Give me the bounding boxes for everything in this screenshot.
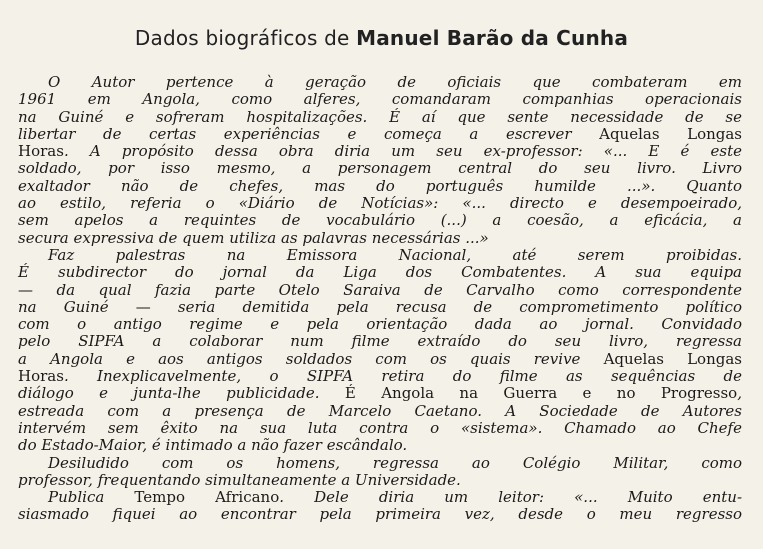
text-line bbox=[18, 455, 742, 472]
text-segment: do Estado-Maior, é intimado a não fazer escândalo. bbox=[18, 436, 408, 455]
text-line bbox=[18, 437, 742, 454]
text-segment: Publica bbox=[18, 488, 135, 507]
text-segment: estreada com a presença de Marcelo Caetano. A Sociedade de Autores bbox=[18, 401, 742, 420]
text-line bbox=[18, 489, 742, 506]
text-line bbox=[18, 368, 742, 385]
text-line bbox=[18, 472, 742, 489]
text-line bbox=[18, 316, 742, 333]
text-line bbox=[18, 420, 742, 437]
title-prefix: Dados biográficos de bbox=[134, 26, 357, 50]
text-segment: . Inexplicavelmente, o SIPFA retira do filme as sequências de bbox=[63, 367, 742, 386]
text-segment: 1961 em Angola, como alferes, comandaram companhias operacionais bbox=[18, 90, 742, 109]
text-segment: secura expressiva de quem utiliza as palavras necessárias ...» bbox=[18, 228, 489, 247]
page-title bbox=[0, 26, 763, 50]
text-segment: ao estilo, referia o «Diário de Notícias»: «... directo e desempoeirado, bbox=[18, 194, 742, 213]
text-segment: É subdirector do jornal da Liga dos Combatentes. A sua equipa bbox=[18, 263, 742, 282]
text-line bbox=[18, 351, 742, 368]
text-segment: Desiludido com os homens, regressa ao Colégio Militar, como bbox=[18, 453, 742, 472]
text-line bbox=[18, 143, 742, 160]
text-line bbox=[18, 212, 742, 229]
text-line bbox=[18, 264, 742, 281]
text-segment: siasmado fiquei ao encontrar pela primeira vez, desde o meu regresso bbox=[18, 505, 742, 524]
text-line bbox=[18, 91, 742, 108]
text-line bbox=[18, 178, 742, 195]
text-segment: professor, frequentando simultaneamente a Universidade. bbox=[18, 470, 461, 489]
text-segment: intervém sem êxito na sua luta contra o «sistema». Chamado ao Chefe bbox=[18, 418, 742, 437]
text-line bbox=[18, 247, 742, 264]
text-line bbox=[18, 403, 742, 420]
text-segment: . A propósito dessa obra diria um seu ex-professor: «... E é este bbox=[63, 142, 742, 161]
text-line bbox=[18, 506, 742, 523]
text-segment: na Guiné — seria demitida pela recusa de comprometimento político bbox=[18, 297, 742, 316]
text-segment: pelo SIPFA a colaborar num filme extraído do seu livro, regressa bbox=[18, 332, 742, 351]
text-segment: — da qual fazia parte Otelo Saraiva de Carvalho como correspondente bbox=[18, 280, 742, 299]
text-segment: Faz palestras na Emissora Nacional, até serem proibidas. bbox=[18, 245, 742, 264]
text-segment: diálogo e junta-lhe publicidade. bbox=[18, 384, 345, 403]
text-segment: libertar de certas experiências e começa a escrever bbox=[18, 124, 600, 143]
text-line bbox=[18, 109, 742, 126]
text-segment: , bbox=[737, 384, 742, 403]
title-reference: Horas bbox=[18, 142, 64, 161]
title-reference: Aquelas Longas bbox=[599, 124, 743, 143]
text-segment: . Dele diria um leitor: «... Muito entu- bbox=[279, 488, 743, 507]
text-line bbox=[18, 126, 742, 143]
biography-text bbox=[18, 74, 742, 524]
text-segment: com o antigo regime e pela orientação dada ao jornal. Convidado bbox=[18, 315, 742, 334]
text-segment: sem apelos a requintes de vocabulário (...) a coesão, a eficácia, a bbox=[18, 211, 742, 230]
text-line bbox=[18, 385, 742, 402]
text-segment: soldado, por isso mesmo, a personagem central do seu livro. Livro bbox=[18, 159, 742, 178]
text-line bbox=[18, 299, 742, 316]
title-reference: Aquelas Longas bbox=[603, 349, 742, 368]
text-line bbox=[18, 333, 742, 350]
text-line bbox=[18, 160, 742, 177]
text-segment: a Angola e aos antigos soldados com os quais revive bbox=[18, 349, 604, 368]
text-line bbox=[18, 195, 742, 212]
text-segment: O Autor pertence à geração de oficiais que combateram em bbox=[18, 73, 742, 91]
text-segment: na Guiné e sofreram hospitalizações. É aí que sente necessidade de se bbox=[18, 107, 742, 126]
author-name: Manuel Barão da Cunha bbox=[356, 26, 629, 50]
title-reference: Tempo Africano bbox=[134, 488, 280, 507]
title-reference: É Angola na Guerra e no Progresso bbox=[344, 384, 738, 403]
text-line bbox=[18, 74, 742, 91]
text-line bbox=[18, 282, 742, 299]
title-reference: Horas bbox=[18, 367, 64, 386]
text-segment: exaltador não de chefes, mas do português humilde ...». Quanto bbox=[18, 176, 742, 195]
text-line bbox=[18, 230, 742, 247]
